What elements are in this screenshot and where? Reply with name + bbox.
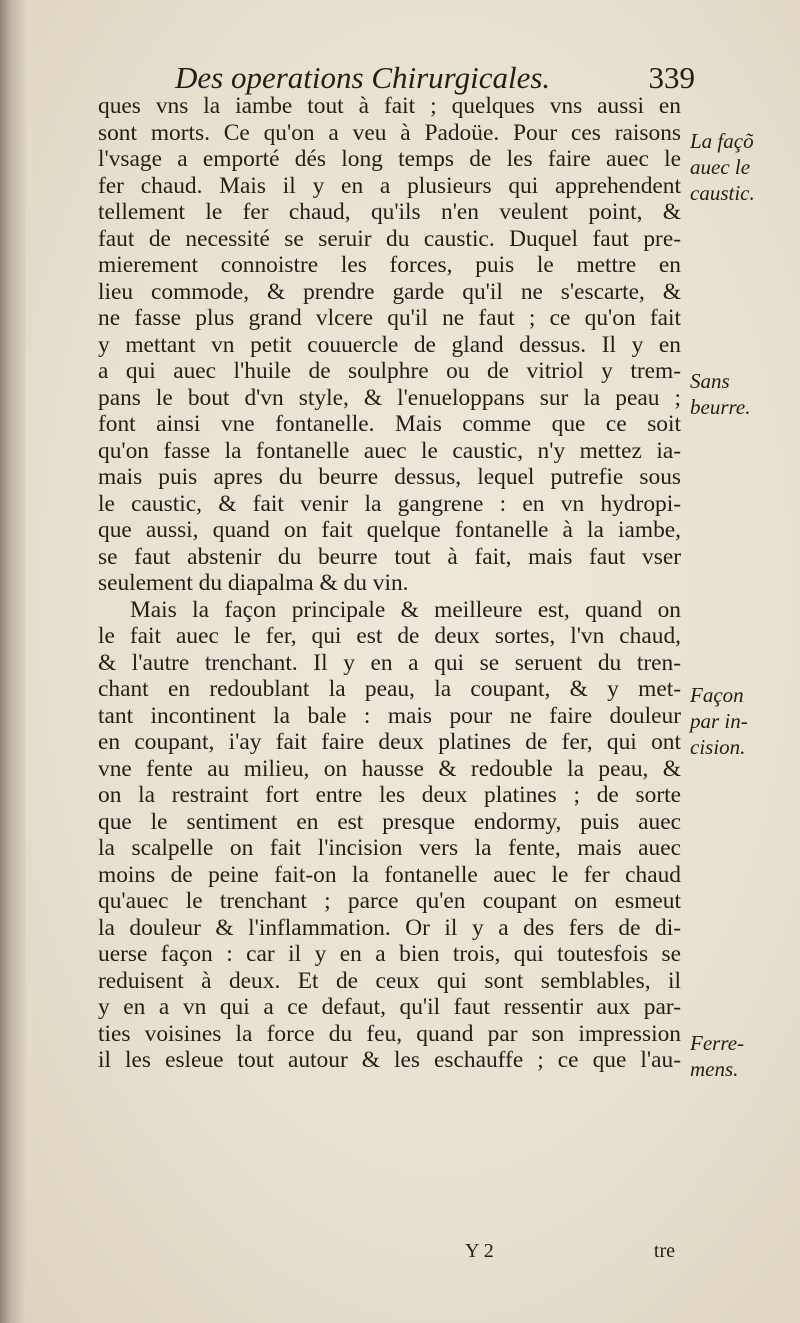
text-line: font ainsi vne fontanelle. Mais comme que ce soit	[98, 411, 681, 437]
text-line: qu'on fasse la fontanelle auec le caustic, n'y mettez ia-	[98, 437, 681, 464]
text-line: tant incontinent la bale : mais pour ne faire douleur	[98, 702, 681, 729]
text-line: ques vns la iambe tout à fait ; quelques vns aussi en	[98, 93, 681, 119]
text-line: mais puis apres du beurre dessus, lequel putrefie sous	[98, 464, 681, 490]
text-line: lieu commode, & prendre garde qu'il ne s'escarte, &	[98, 278, 681, 305]
text-line: fer chaud. Mais il y en a plusieurs qui apprehendent	[98, 172, 681, 199]
catchword: tre	[653, 1240, 675, 1262]
text-line: en coupant, i'ay fait faire deux platines de fer, qui ont	[98, 729, 681, 755]
margin-note-beurre	[690, 368, 795, 420]
margin-note-line: Sans	[690, 369, 730, 393]
main-text	[98, 93, 681, 1074]
text-line: ne fasse plus grand vlcere qu'il ne faut ; ce qu'on fait	[98, 305, 681, 331]
text-line: y mettant vn petit couuercle de gland dessus. Il y en	[98, 331, 681, 358]
signature-mark: Y 2	[465, 1240, 494, 1262]
text-line: uerse façon : car il y en a bien trois, qui toutesfois se	[98, 941, 681, 967]
margin-note-line: beurre.	[690, 395, 751, 419]
text-line: Mais la façon principale & meilleure est, quand on	[130, 596, 681, 623]
margin-note-line: cision.	[690, 735, 746, 759]
margin-note-line: mens.	[690, 1057, 739, 1081]
binding-gutter	[0, 0, 26, 1323]
page-footer	[450, 1240, 675, 1270]
text-line: que le sentiment en est presque endormy, puis auec	[98, 808, 681, 835]
text-line: la douleur & l'inflammation. Or il y a des fers de di-	[98, 914, 681, 941]
margin-note-incision	[690, 682, 795, 760]
text-line: sont morts. Ce qu'on a veu à Padoüe. Pour ces raisons	[98, 119, 681, 146]
text-line: mierement connoistre les forces, puis le mettre en	[98, 252, 681, 278]
text-line: tellement le fer chaud, qu'ils n'en veulent point, &	[98, 199, 681, 225]
text-line: reduisent à deux. Et de ceux qui sont semblables, il	[98, 967, 681, 994]
page-number: 339	[648, 60, 695, 95]
margin-note-ferremens	[690, 1030, 795, 1082]
text-line: que aussi, quand on fait quelque fontanelle à la iambe,	[98, 517, 681, 543]
text-line: on la restraint fort entre les deux platines ; de sorte	[98, 782, 681, 808]
text-line: pans le bout d'vn style, & l'enueloppans sur la peau ;	[98, 384, 681, 411]
text-line: l'vsage a emporté dés long temps de les faire auec le	[98, 146, 681, 172]
text-line: la scalpelle on fait l'incision vers la fente, mais auec	[98, 835, 681, 861]
text-line: vne fente au milieu, on hausse & redouble la peau, &	[98, 755, 681, 782]
text-line: a qui auec l'huile de soulphre ou de vitriol y trem-	[98, 358, 681, 384]
text-line: le caustic, & fait venir la gangrene : en vn hydropi-	[98, 490, 681, 517]
text-line: & l'autre trenchant. Il y en a qui se seruent du tren-	[98, 649, 681, 676]
text-line: se faut abstenir du beurre tout à fait, mais faut vser	[98, 543, 681, 570]
text-line: qu'auec le trenchant ; parce qu'en coupant on esmeut	[98, 888, 681, 914]
text-line: moins de peine fait-on la fontanelle auec le fer chaud	[98, 861, 681, 888]
margin-note-line: par in-	[690, 709, 748, 733]
running-title: Des operations Chirurgicales.	[175, 60, 551, 95]
text-line: chant en redoublant la peau, la coupant, & y met-	[98, 676, 681, 702]
text-line: y en a vn qui a ce defaut, qu'il faut ressentir aux par-	[98, 994, 681, 1020]
margin-note-caustic	[690, 128, 795, 206]
margin-note-line: auec le	[690, 155, 751, 179]
text-line: ties voisines la force du feu, quand par son impression	[98, 1020, 681, 1047]
margin-note-line: Façon	[690, 683, 744, 707]
margin-note-line: caustic.	[690, 181, 755, 205]
margin-note-line: Ferre-	[690, 1031, 745, 1055]
page-header	[175, 58, 695, 98]
text-line: seulement du diapalma & du vin.	[98, 570, 409, 596]
margin-note-line: La façõ	[690, 129, 754, 153]
text-line: il les esleue tout autour & les eschauffe ; ce que l'au-	[98, 1047, 681, 1073]
text-line: faut de necessité se seruir du caustic. Duquel faut pre-	[98, 225, 681, 252]
text-line: le fait auec le fer, qui est de deux sortes, l'vn chaud,	[98, 623, 681, 649]
